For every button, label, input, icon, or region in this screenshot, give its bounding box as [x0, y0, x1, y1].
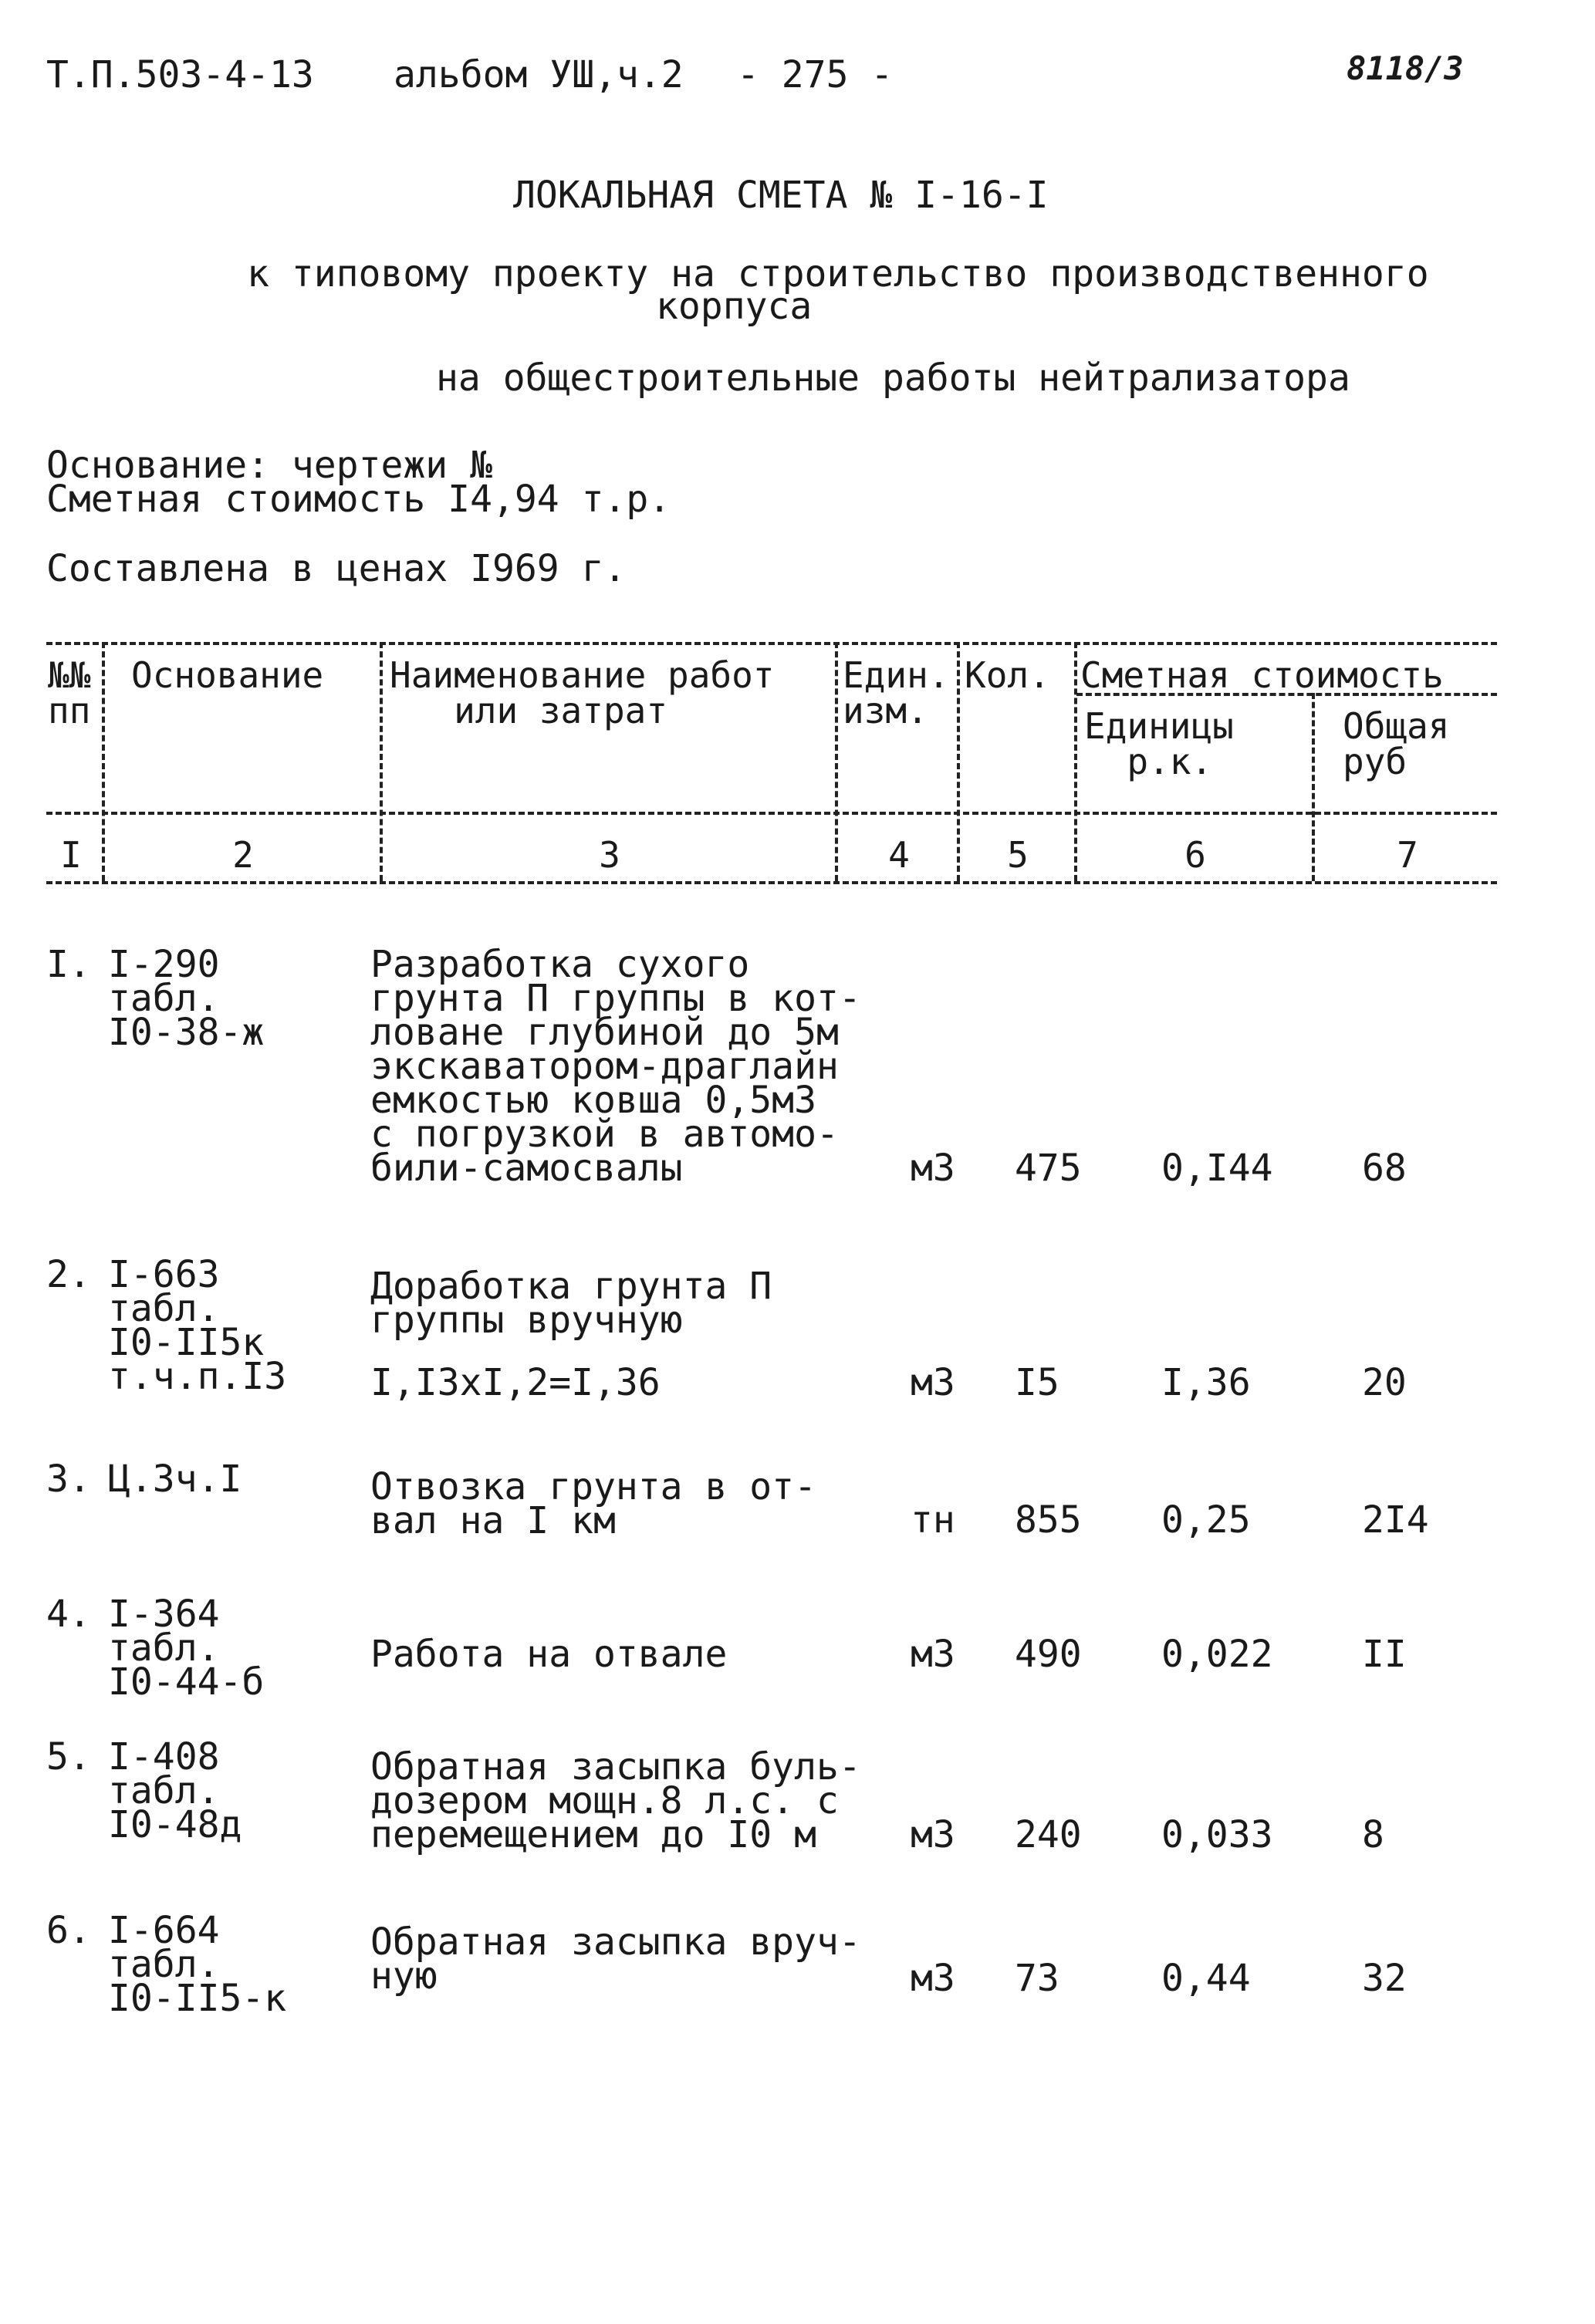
row-quantity: 855	[1015, 1498, 1082, 1542]
column-number: I	[60, 834, 82, 876]
header-bottom-rule	[46, 812, 1497, 815]
row-total-cost: 32	[1362, 1957, 1407, 2000]
document-title: ЛОКАЛЬНАЯ СМЕТА № I-16-I	[513, 174, 1049, 217]
row-unit: м3	[911, 1813, 955, 1856]
page-number: - 275 -	[737, 53, 894, 96]
header-cost: Сметная стоимость	[1080, 654, 1444, 696]
column-number: 6	[1184, 834, 1206, 876]
row-unit: м3	[911, 1957, 955, 2000]
row-work-name: Обратная засыпка вруч- ную	[370, 1920, 861, 1998]
row-quantity: 240	[1015, 1813, 1082, 1856]
column-divider	[835, 642, 838, 881]
prices-year: Составлена в ценах I969 г.	[46, 547, 627, 590]
row-unit-cost: 0,44	[1161, 1957, 1251, 2000]
row-basis: I-290 табл. I0-38-ж	[108, 943, 265, 1054]
column-number: 4	[888, 834, 910, 876]
row-work-name: Отвозка грунта в от- вал на I км	[370, 1465, 816, 1542]
row-unit: м3	[911, 1147, 955, 1190]
row-total-cost: 20	[1362, 1361, 1407, 1404]
row-unit-cost: 0,033	[1161, 1813, 1273, 1856]
row-work-name: Разработка сухого грунта П группы в кот- ловане глубиной до 5м экскаватором-драглайн емкостью ковша 0,5м3 с погрузкой в автомо- били-самосвалы	[370, 943, 861, 1190]
row-basis: Ц.3ч.I	[108, 1458, 242, 1501]
basis-label: Основание: чертежи №	[46, 444, 492, 487]
title-line-4: на общестроительные работы нейтрализатора	[436, 356, 1350, 400]
row-basis: I-364 табл. I0-44-б	[108, 1593, 265, 1704]
column-numbers-rule	[46, 881, 1497, 884]
row-number: I.	[46, 943, 91, 986]
row-number: 2.	[46, 1253, 91, 1296]
row-quantity: 490	[1015, 1633, 1082, 1676]
row-quantity: 475	[1015, 1147, 1082, 1190]
column-divider	[102, 642, 105, 881]
row-total-cost: 2I4	[1362, 1498, 1429, 1542]
header-basis: Основание	[131, 654, 324, 696]
sheet-number: 8118/3	[1347, 49, 1464, 87]
row-number: 4.	[46, 1593, 91, 1636]
row-number: 5.	[46, 1735, 91, 1778]
column-number: 3	[599, 834, 620, 876]
header-name: Наименование работ или затрат	[390, 654, 775, 731]
estimated-cost: Сметная стоимость I4,94 т.р.	[46, 478, 671, 521]
row-work-name: Доработка грунта П группы вручную	[370, 1265, 772, 1342]
row-total-cost: 68	[1362, 1147, 1407, 1190]
table-top-rule	[46, 642, 1497, 645]
row-number: 3.	[46, 1458, 91, 1501]
column-divider	[957, 642, 960, 881]
row-unit-cost: 0,022	[1161, 1633, 1273, 1676]
column-number: 5	[1007, 834, 1029, 876]
row-unit: м3	[911, 1633, 955, 1676]
column-number: 2	[232, 834, 254, 876]
row-basis: I-408 табл. I0-48д	[108, 1735, 242, 1846]
row-formula: I,I3хI,2=I,36	[370, 1361, 661, 1404]
header-unit-cost: Единицы р.к.	[1084, 705, 1234, 782]
column-number: 7	[1397, 834, 1418, 876]
row-basis: I-664 табл. I0-II5-к	[108, 1909, 287, 2020]
column-divider	[1074, 642, 1077, 881]
row-unit-cost: 0,I44	[1161, 1147, 1273, 1190]
row-quantity: 73	[1015, 1957, 1059, 2000]
row-total-cost: 8	[1362, 1813, 1384, 1856]
header-total-cost: Общая руб	[1343, 705, 1450, 782]
document-code: Т.П.503-4-13	[46, 53, 314, 96]
title-line-3: корпуса	[656, 285, 813, 328]
header-unit: Един. изм.	[843, 654, 950, 731]
header-num: №№ пп	[48, 654, 91, 731]
row-unit: тн	[911, 1498, 955, 1542]
row-work-name: Обратная засыпка буль- дозером мощн.8 л.с. с перемещением до I0 м	[370, 1745, 861, 1856]
row-quantity: I5	[1015, 1361, 1059, 1404]
header-qty: Кол.	[965, 654, 1050, 696]
album-label: альбом УШ,ч.2	[394, 53, 684, 96]
column-divider	[380, 642, 383, 881]
title-line-2: к типовому проекту на строительство производственного	[247, 252, 1429, 296]
row-basis: I-663 табл. I0-II5к т.ч.п.I3	[108, 1253, 287, 1398]
row-number: 6.	[46, 1909, 91, 1952]
row-unit: м3	[911, 1361, 955, 1404]
row-total-cost: II	[1362, 1633, 1407, 1676]
row-unit-cost: I,36	[1161, 1361, 1251, 1404]
column-divider	[1312, 693, 1315, 881]
row-work-name: Работа на отвале	[370, 1633, 728, 1676]
row-unit-cost: 0,25	[1161, 1498, 1251, 1542]
